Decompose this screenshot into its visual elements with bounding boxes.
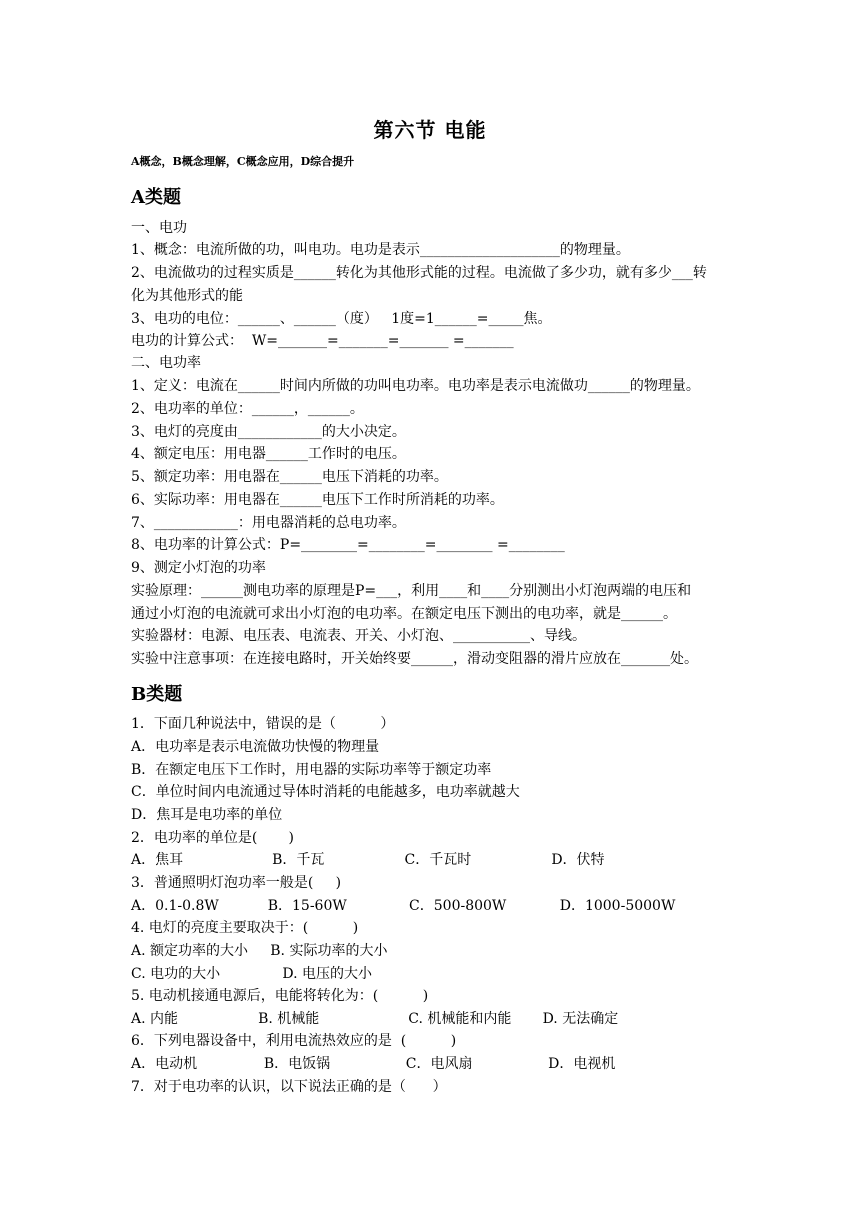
section-a-line: 1、概念：电流所做的功，叫电功。电功是表示____________________的物理量。: [131, 242, 630, 258]
section-a-line: 7、____________：用电器消耗的总电功率。: [131, 515, 406, 531]
section-a-line: 2、电流做功的过程实质是______转化为其他形式能的过程。电流做了多少功，就有多少___转: [131, 265, 707, 281]
section-a-line: 实验器材：电源、电压表、电流表、开关、小灯泡、___________、导线。: [131, 628, 586, 644]
section-b-line: A. 内能 B. 机械能 C. 机械能和内能 D. 无法确定: [131, 1011, 619, 1027]
section-b-line: 1．下面几种说法中，错误的是（ ）: [131, 716, 395, 732]
section-a-line: 1、定义：电流在______时间内所做的功叫电功率。电功率是表示电流做功______的物理量。: [131, 378, 700, 394]
section-b-line: 4. 电灯的亮度主要取决于：( ): [131, 920, 359, 936]
page-subtitle: A概念，B概念理解，C概念应用，D综合提升: [131, 155, 355, 168]
section-b-line: C．单位时间内电流通过导体时消耗的电能越多，电功率就越大: [131, 784, 520, 800]
section-a-line: 化为其他形式的能: [131, 288, 243, 304]
section-a-line: 9、测定小灯泡的功率: [131, 560, 266, 576]
section-a-line: 4、额定电压：用电器______工作时的电压。: [131, 446, 406, 462]
section-a-line: 6、实际功率：用电器在______电压下工作时所消耗的功率。: [131, 492, 504, 508]
section-a-line: 5、额定功率：用电器在______电压下消耗的功率。: [131, 469, 448, 485]
section-b-line: 3．普通照明灯泡功率一般是( ): [131, 875, 342, 891]
section-a-line: 二、电功率: [131, 355, 201, 371]
section-a-line: 3、电灯的亮度由____________的大小决定。: [131, 424, 406, 440]
section-a-line: 一、电功: [131, 220, 187, 236]
section-a-line: 8、电功率的计算公式：P=________=________=________ =________: [131, 537, 565, 553]
section-b-heading: B类题: [131, 684, 183, 705]
section-a-line: 实验中注意事项：在连接电路时，开关始终要______，滑动变阻器的滑片应放在_______处。: [131, 651, 698, 667]
section-b-line: 6．下列电器设备中，利用电流热效应的是 ( ): [131, 1033, 457, 1049]
section-b-line: A. 额定功率的大小 B. 实际功率的大小: [131, 943, 388, 959]
section-b-line: 2．电功率的单位是( ): [131, 830, 294, 846]
section-a-line: 3、电功的电位：______、______（度） 1度=1______=_____焦。: [131, 311, 552, 327]
section-b-line: A．电动机 B．电饭锅 C．电风扇 D．电视机: [131, 1056, 616, 1072]
section-a-heading: A类题: [131, 187, 181, 208]
section-a-line: 实验原理：______测电功率的原理是P=___，利用____和____分别测出小灯泡两端的电压和: [131, 583, 692, 599]
section-b-line: D．焦耳是电功率的单位: [131, 807, 283, 823]
section-b-line: B．在额定电压下工作时，用电器的实际功率等于额定功率: [131, 762, 492, 778]
section-b-line: A．电功率是表示电流做功快慢的物理量: [131, 739, 380, 755]
section-a-line: 电功的计算公式： W=_______=_______=_______ =_______: [131, 333, 514, 349]
section-a-line: 通过小灯泡的电流就可求出小灯泡的电功率。在额定电压下测出的电功率，就是______。: [131, 606, 677, 622]
section-b-line: 5. 电动机接通电源后，电能将转化为：( ): [131, 988, 429, 1004]
section-b-line: 7．对于电功率的认识，以下说法正确的是（ ）: [131, 1079, 447, 1095]
section-b-line: A．焦耳 B．千瓦 C．千瓦时 D．伏特: [131, 852, 605, 868]
section-b-line: C. 电功的大小 D. 电压的大小: [131, 966, 373, 982]
section-a-line: 2、电功率的单位：______，______。: [131, 401, 364, 417]
page-title: 第六节 电能: [373, 118, 487, 142]
section-b-line: A．0.1-0.8W B．15-60W C．500-800W D．1000-5000W: [131, 898, 676, 914]
